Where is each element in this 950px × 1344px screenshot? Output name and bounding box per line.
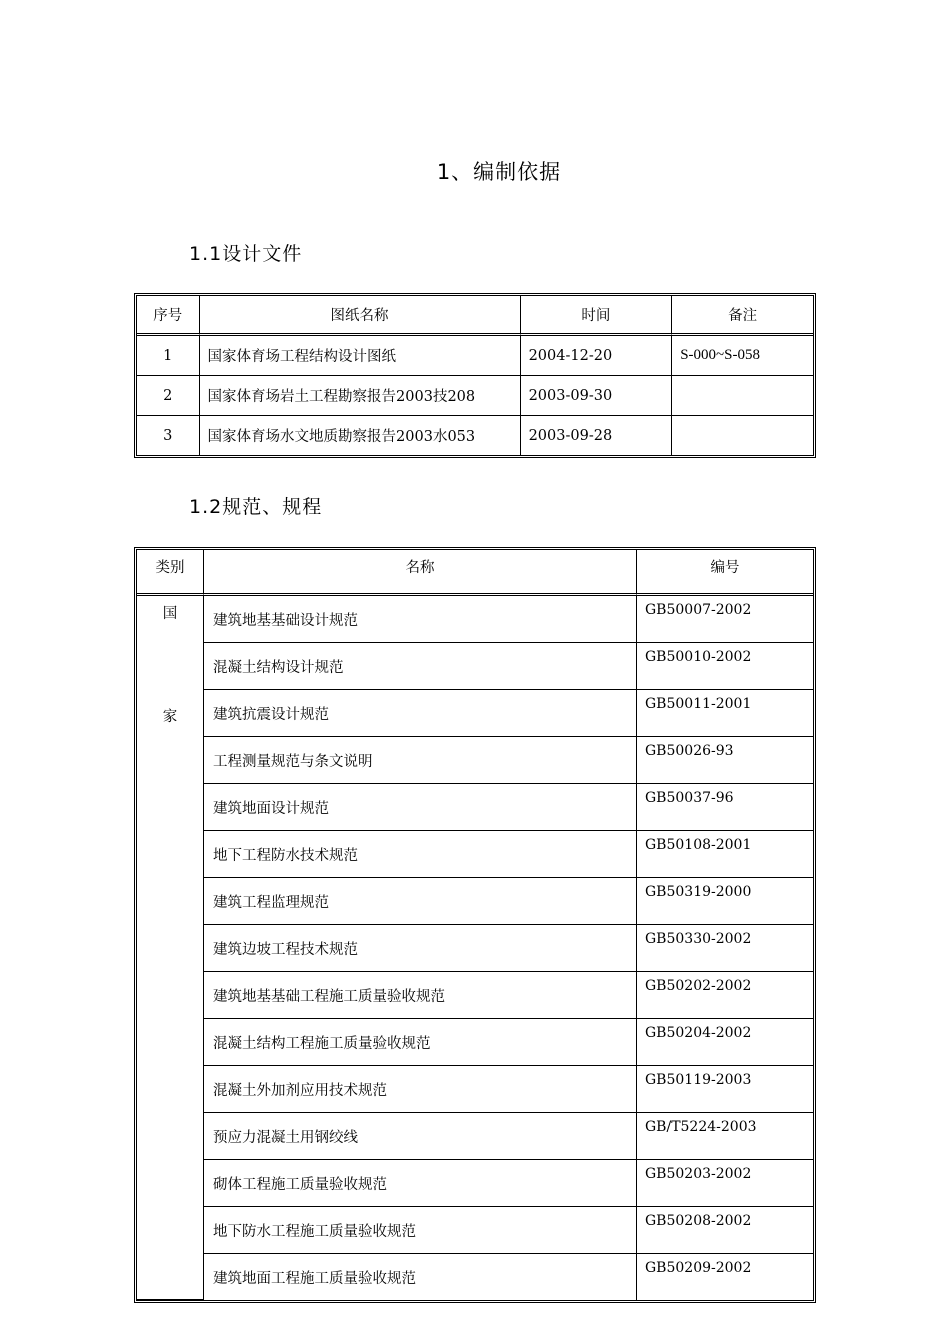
standard-name: 混凝土外加剂应用技术规范 <box>204 1066 637 1113</box>
standard-code: GB50202-2002 <box>637 972 813 1019</box>
standard-code: GB50330-2002 <box>637 925 813 972</box>
standard-code: GB50108-2001 <box>637 831 813 878</box>
standard-name: 地下防水工程施工质量验收规范 <box>204 1207 637 1254</box>
header-name: 名称 <box>204 550 637 596</box>
table-row <box>137 643 813 690</box>
table-row <box>137 1160 813 1207</box>
row-no: 3 <box>137 416 200 455</box>
table-row <box>137 336 813 376</box>
row-date: 2004-12-20 <box>521 336 673 376</box>
standard-name: 地下工程防水技术规范 <box>204 831 637 878</box>
standard-code: GB50319-2000 <box>637 878 813 925</box>
table-row <box>137 596 813 643</box>
category-label: 国 <box>162 606 178 622</box>
standard-code: GB50011-2001 <box>637 690 813 737</box>
standard-name: 建筑地面工程施工质量验收规范 <box>204 1254 637 1300</box>
standard-code: GB50119-2003 <box>637 1066 813 1113</box>
table-row <box>137 784 813 831</box>
design-documents-table <box>134 293 816 458</box>
standard-name: 混凝土结构工程施工质量验收规范 <box>204 1019 637 1066</box>
standard-name: 预应力混凝土用钢绞线 <box>204 1113 637 1160</box>
table-row <box>137 1254 813 1300</box>
row-drawing-name: 国家体育场工程结构设计图纸 <box>200 336 521 376</box>
standard-code: GB50203-2002 <box>637 1160 813 1207</box>
standard-name: 混凝土结构设计规范 <box>204 643 637 690</box>
row-drawing-name: 国家体育场水文地质勘察报告2003水053 <box>200 416 521 455</box>
row-date: 2003-09-30 <box>521 376 673 416</box>
table-row <box>137 1113 813 1160</box>
table-row <box>137 925 813 972</box>
row-note <box>672 416 813 455</box>
table-row <box>137 690 813 737</box>
table-row <box>137 831 813 878</box>
standard-name: 建筑抗震设计规范 <box>204 690 637 737</box>
row-note <box>672 376 813 416</box>
header-note: 备注 <box>672 296 813 336</box>
header-drawing-name: 图纸名称 <box>200 296 521 336</box>
standard-code: GB50208-2002 <box>637 1207 813 1254</box>
standards-table <box>134 547 816 1303</box>
table-row <box>137 737 813 784</box>
table-row <box>137 1207 813 1254</box>
table-row <box>137 1019 813 1066</box>
standard-name: 建筑地基基础工程施工质量验收规范 <box>204 972 637 1019</box>
standard-name: 建筑地基基础设计规范 <box>204 596 637 643</box>
standard-code: GB50010-2002 <box>637 643 813 690</box>
standard-name: 工程测量规范与条文说明 <box>204 737 637 784</box>
standard-code: GB50037-96 <box>637 784 813 831</box>
table-row <box>137 972 813 1019</box>
header-category: 类别 <box>137 550 204 596</box>
table-row <box>137 376 813 416</box>
table-row <box>137 878 813 925</box>
header-no: 序号 <box>137 296 200 336</box>
standards-heading: 1.2规范、规程 <box>189 496 323 518</box>
table-header-row <box>137 550 813 596</box>
row-no: 1 <box>137 336 200 376</box>
header-date: 时间 <box>521 296 673 336</box>
standard-code: GB/T5224-2003 <box>637 1113 813 1160</box>
standard-code: GB50007-2002 <box>637 596 813 643</box>
row-no: 2 <box>137 376 200 416</box>
standard-name: 建筑工程监理规范 <box>204 878 637 925</box>
category-cell <box>137 596 204 1300</box>
standard-code: GB50209-2002 <box>645 1260 752 1276</box>
table-row <box>137 416 813 455</box>
category-label: 家 <box>162 709 178 725</box>
page-title: 1、编制依据 <box>436 160 562 184</box>
standard-name: 建筑地面设计规范 <box>204 784 637 831</box>
header-code: 编号 <box>637 550 813 596</box>
design-documents-heading: 1.1设计文件 <box>189 243 303 265</box>
table-row <box>137 1066 813 1113</box>
standard-code: GB50204-2002 <box>637 1019 813 1066</box>
row-drawing-name: 国家体育场岩土工程勘察报告2003技208 <box>200 376 521 416</box>
standard-code: GB50026-93 <box>637 737 813 784</box>
row-note: S-000~S-058 <box>672 336 813 376</box>
row-date: 2003-09-28 <box>521 416 673 455</box>
standard-name: 砌体工程施工质量验收规范 <box>204 1160 637 1207</box>
table-header-row <box>137 296 813 336</box>
standard-name: 建筑边坡工程技术规范 <box>204 925 637 972</box>
